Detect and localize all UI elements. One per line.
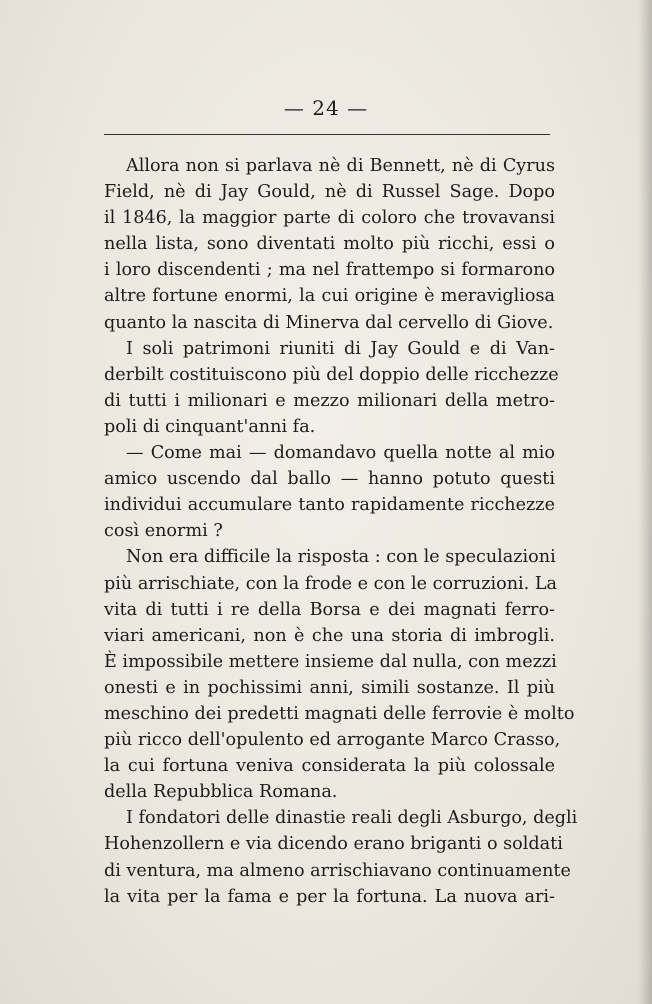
text-line: — Come mai — domandavo quella notte al mio [126,443,555,464]
text-line: È impossibile mettere insieme dal nulla, con mezzi [104,651,557,672]
body-text [104,153,578,910]
text-line: il 1846, la maggior parte di coloro che trovavansi [104,208,555,229]
text-line: altre fortune enormi, la cui origine è meravigliosa [104,286,555,307]
text-line: meschino dei predetti magnati delle ferrovie è molto [104,703,575,724]
text-line: individui accumulare tanto rapidamente ricchezze [104,495,555,516]
text-line: nella lista, sono diventati molto più ricchi, essi o [104,234,555,255]
text-line: più arrischiate, con la frode e con le corruzioni. La [104,573,558,594]
page-number: — 24 — [283,96,369,120]
header-rule [104,134,550,135]
text-line: i loro discendenti ; ma nel frattempo si formarono [104,260,555,281]
text-line: di ventura, ma almeno arrischiavano continuamente [104,860,571,881]
text-line: Non era difficile la risposta : con le speculazioni [126,547,556,568]
text-line: derbilt costituiscono più del doppio delle ricchezze [104,364,559,385]
text-line: Field, nè di Jay Gould, nè di Russel Sage. Dopo [104,182,555,203]
text-line: I soli patrimoni riuniti di Jay Gould e di Van- [126,338,555,359]
text-line: la vita per la fama e per la fortuna. La nuova ari- [104,886,555,907]
text-line: Allora non si parlava nè di Bennett, nè di Cyrus [126,156,555,176]
text-line: di tutti i milionari e mezzo milionari della metro- [104,390,555,411]
text-line: vita di tutti i re della Borsa e dei magnati ferro- [104,599,555,620]
text-line: onesti e in pochissimi anni, simili sostanze. Il più [104,677,555,698]
page-edge-shadow [638,0,652,1004]
text-line: poli di cinquant'anni fa. [104,416,316,437]
text-line: I fondatori delle dinastie reali degli Asburgo, degli [126,808,578,829]
text-line: viari americani, non è che una storia di imbrogli. [104,625,555,646]
text-line: così enormi ? [104,521,223,542]
text-line: quanto la nascita di Minerva dal cervello di Giove. [104,312,554,333]
text-line: la cui fortuna veniva considerata la più colossale [104,756,555,777]
text-line: della Repubblica Romana. [104,782,338,803]
text-line: amico uscendo dal ballo — hanno potuto questi [104,469,555,490]
text-line: Hohenzollern e via dicendo erano briganti o soldati [104,834,563,855]
text-line: più ricco dell'opulento ed arrogante Marco Crasso, [104,730,561,751]
